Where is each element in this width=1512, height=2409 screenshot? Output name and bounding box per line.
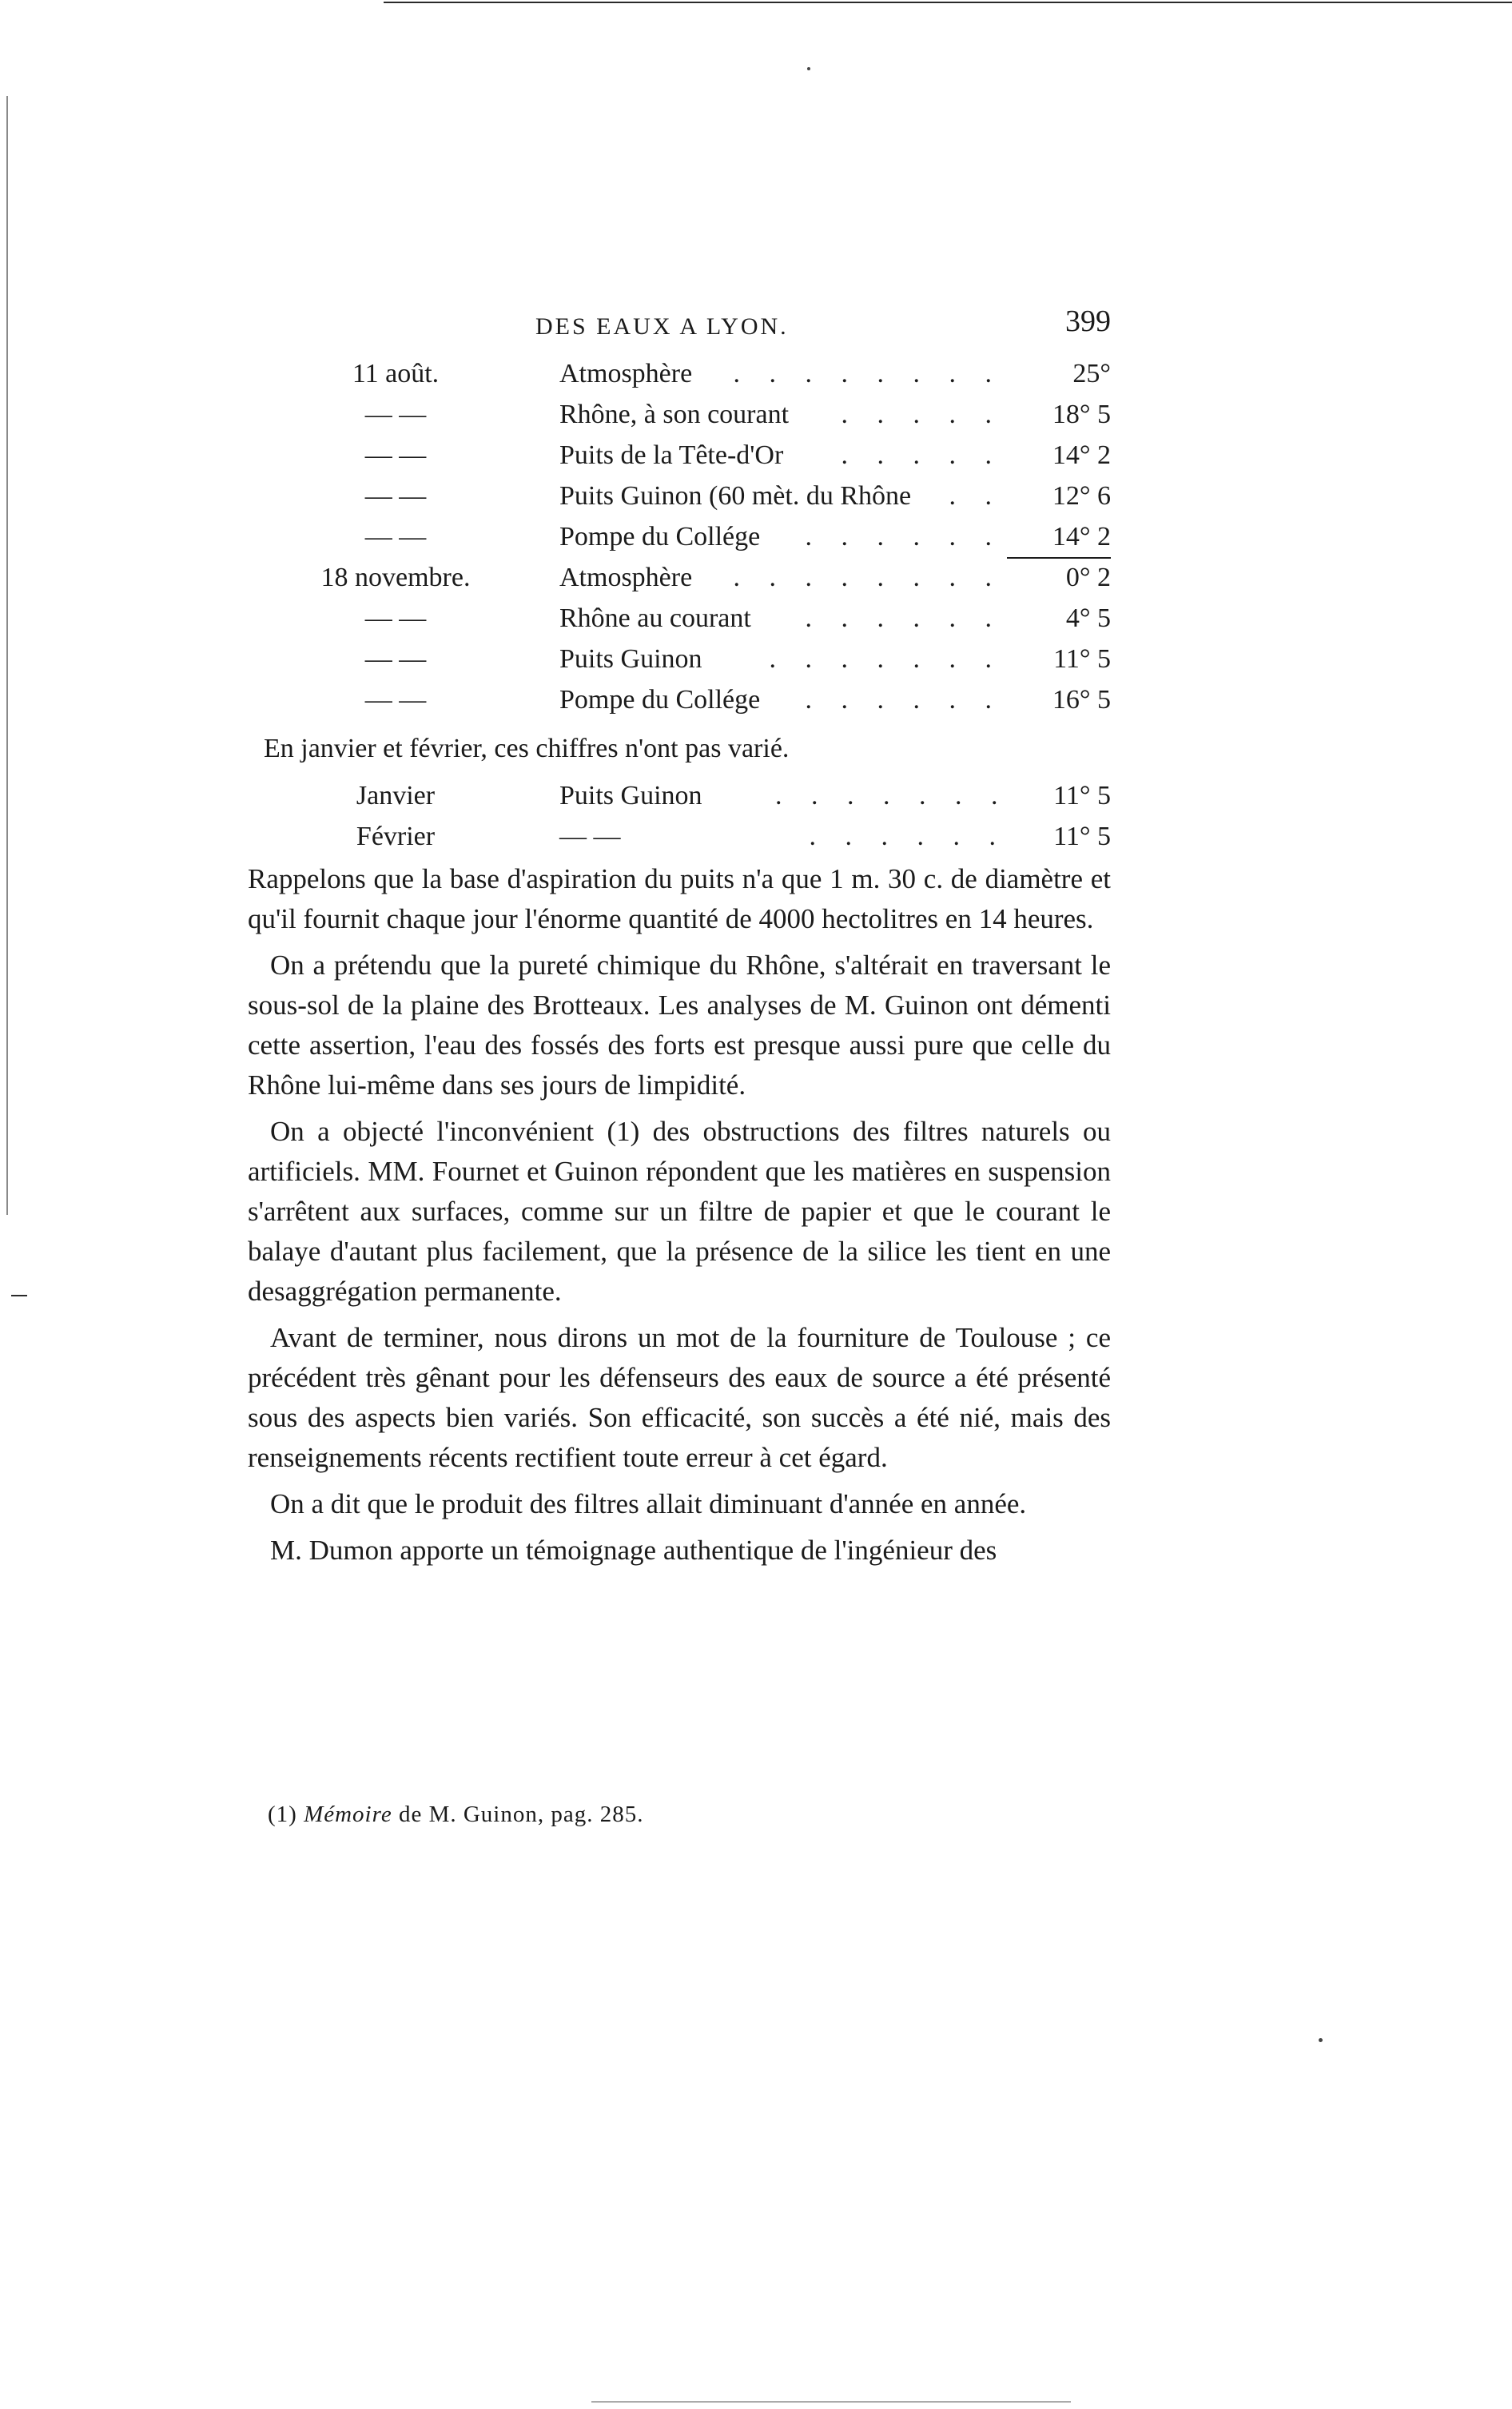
- reading-temperature: 25°: [1072, 359, 1111, 388]
- table-note: En janvier et février, ces chiffres n'ont pas varié.: [264, 734, 790, 763]
- reading-temperature: 4° 5: [1065, 603, 1111, 633]
- reading-temperature: 11° 5: [1053, 822, 1111, 851]
- reading-date: — —: [364, 644, 427, 674]
- body-text: [248, 859, 1111, 1577]
- dot-leader: . . . . .: [841, 400, 1003, 429]
- table-row: [264, 775, 1111, 816]
- reading-temperature: 11° 5: [1053, 781, 1111, 810]
- page-number: 399: [1065, 305, 1111, 338]
- footnote-text: de M. Guinon, pag. 285.: [398, 1802, 644, 1827]
- reading-temperature: 14° 2: [1007, 516, 1111, 559]
- reading-temperature: 11° 5: [1053, 644, 1111, 674]
- reading-place: Pompe du Collége: [559, 522, 761, 551]
- reading-place: — —: [559, 822, 621, 851]
- reading-date: Février: [356, 822, 436, 851]
- reading-date: — —: [364, 440, 427, 470]
- dot-leader: . . . . .: [841, 440, 1003, 470]
- table-row: [264, 557, 1111, 598]
- running-title: DES EAUX A LYON.: [535, 313, 789, 340]
- table-row: [264, 598, 1111, 639]
- dot-leader: . . . . . . . .: [733, 563, 1003, 592]
- paragraph: On a objecté l'inconvénient (1) des obstructions des filtres naturels ou artificiels. MM. Fournet et Guinon répondent que les matières en suspension s'arrêtent aux surfaces, comme sur un filtre de papier et que le courant le balaye d'autant plus facilement, que la présence de la silice les tient en une desaggrégation permanente.: [248, 1116, 1111, 1307]
- dot-leader: . . . . . .: [805, 522, 1003, 551]
- reading-temperature: 16° 5: [1052, 685, 1111, 715]
- footnote: [268, 1802, 643, 1828]
- paragraph: Rappelons que la base d'aspiration du puits n'a que 1 m. 30 c. de diamètre et qu'il fournit chaque jour l'énorme quantité de 4000 hectolitres en 14 heures.: [248, 863, 1111, 934]
- reading-temperature: 18° 5: [1052, 400, 1111, 429]
- paragraph: M. Dumon apporte un témoignage authentique de l'ingénieur des: [270, 1535, 997, 1566]
- reading-place: Puits Guinon: [559, 781, 702, 810]
- reading-place: Puits Guinon: [559, 644, 702, 674]
- table-row: [264, 435, 1111, 476]
- temperature-table: [264, 353, 1111, 720]
- page-header: [248, 302, 1111, 350]
- dot-leader: . . . . . .: [805, 603, 1003, 633]
- reading-date: 11 août.: [352, 359, 440, 388]
- dot-leader: . . . . . . .: [775, 781, 1009, 810]
- reading-date: — —: [364, 603, 427, 633]
- dot-leader: . . . . . . . .: [733, 359, 1003, 388]
- reading-place: Atmosphère: [559, 359, 693, 388]
- reading-date: — —: [364, 522, 427, 551]
- reading-place: Rhône au courant: [559, 603, 751, 633]
- scan-artifact-left-edge: [6, 96, 8, 1215]
- reading-place: Puits de la Tête-d'Or: [559, 440, 784, 470]
- paragraph: Avant de terminer, nous dirons un mot de la fourniture de Toulouse ; ce précédent très gênant pour les défenseurs des eaux de source a été présenté sous des aspects bien variés. Son efficacité, son succès a été nié, mais des renseignements récents rectifient toute erreur à cet égard.: [248, 1322, 1111, 1473]
- reading-place: Puits Guinon (60 mèt. du Rhône: [559, 481, 912, 511]
- reading-place: Pompe du Collége: [559, 685, 761, 715]
- table-row: [264, 816, 1111, 857]
- reading-temperature: 12° 6: [1052, 481, 1111, 511]
- reading-date: — —: [364, 685, 427, 715]
- reading-place: Rhône, à son courant: [559, 400, 790, 429]
- footnote-title: Mémoire: [304, 1802, 392, 1827]
- dot-leader: . . . . . . .: [769, 644, 1003, 674]
- reading-temperature: 0° 2: [1065, 563, 1111, 592]
- table-row: [264, 353, 1111, 394]
- reading-temperature: 14° 2: [1052, 440, 1111, 470]
- scan-artifact-top-rule: [384, 2, 1512, 3]
- reading-date: — —: [364, 481, 427, 511]
- reading-place: Atmosphère: [559, 563, 693, 592]
- dot-leader: . .: [949, 481, 1003, 511]
- table-row: [264, 476, 1111, 516]
- scan-speck: [1319, 2038, 1323, 2042]
- scan-artifact-left-tick: [11, 1295, 27, 1296]
- dot-leader: . . . . . .: [805, 685, 1003, 715]
- table-row: [264, 516, 1111, 557]
- dot-leader: . . . . . .: [809, 822, 1007, 851]
- footnote-marker: (1): [268, 1802, 297, 1827]
- table-row: [264, 679, 1111, 720]
- paragraph: On a prétendu que la pureté chimique du Rhône, s'altérait en traversant le sous-sol de la plaine des Brotteaux. Les analyses de M. Guinon ont démenti cette assertion, l'eau des fossés des forts est presque aussi pure que celle du Rhône lui-même dans ses jours de limpidité.: [248, 950, 1111, 1101]
- scan-artifact-bottom-rule: [591, 2401, 1071, 2403]
- table-row: [264, 394, 1111, 435]
- table-row: [264, 639, 1111, 679]
- reading-date: Janvier: [356, 781, 436, 810]
- paragraph: On a dit que le produit des filtres allait diminuant d'année en année.: [270, 1488, 1027, 1519]
- reading-date: — —: [364, 400, 427, 429]
- scan-speck: [807, 67, 810, 70]
- reading-date: 18 novembre.: [320, 563, 471, 592]
